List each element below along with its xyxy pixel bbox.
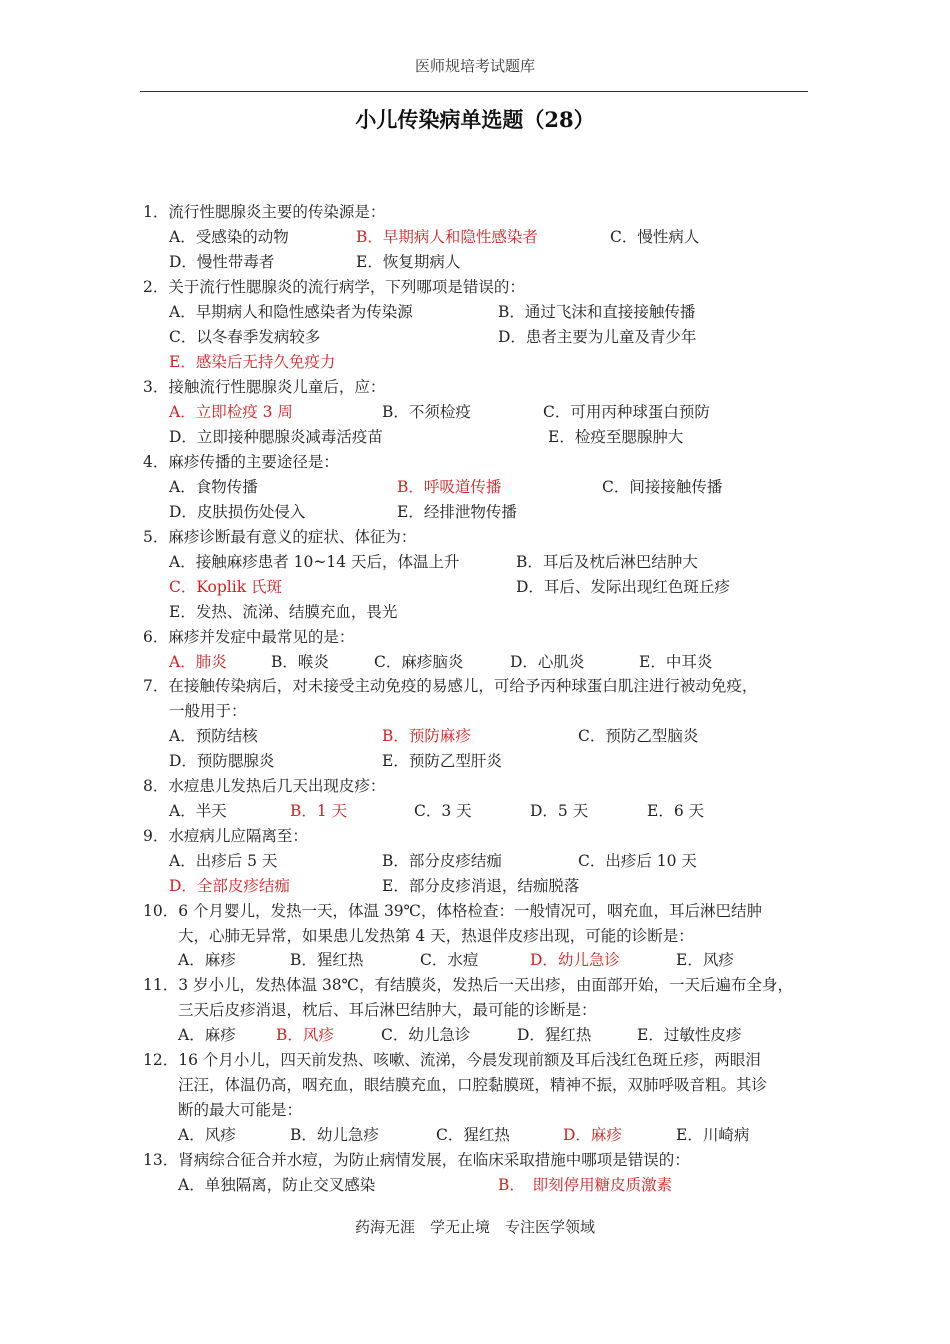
question-12-option-b: B．幼儿急疹	[290, 1126, 379, 1144]
question-2-option-b: B．通过飞沫和直接接触传播	[498, 303, 696, 321]
question-8-option-c: C．3 天	[414, 802, 472, 820]
question-6-option-a: A．肺炎	[169, 653, 227, 671]
question-10-option-e: E．风疹	[676, 951, 734, 969]
question-3-option-d: D．立即接种腮腺炎减毒活疫苗	[169, 428, 383, 446]
question-5-option-d: D．耳后、发际出现红色斑丘疹	[516, 578, 730, 596]
question-10-option-c: C．水痘	[420, 951, 479, 969]
question-12-option-e: E．川崎病	[676, 1126, 750, 1144]
question-6-option-b: B．喉炎	[271, 653, 329, 671]
question-11-option-c: C．幼儿急诊	[381, 1026, 471, 1044]
question-10-stem: 10．6 个月婴儿，发热一天，体温 39℃，体格检查：一般情况可，咽充血，耳后淋巴结肿	[143, 902, 763, 920]
question-11-option-b: B．风疹	[276, 1026, 334, 1044]
question-7-option-d: D．预防腮腺炎	[169, 752, 275, 770]
question-3-option-c: C．可用丙种球蛋白预防	[543, 403, 710, 421]
question-12-stem: 12．16 个月小儿，四天前发热、咳嗽、流涕，今晨发现前额及耳后浅红色斑丘疹，两眼泪	[143, 1051, 761, 1069]
question-7-option-e: E．预防乙型肝炎	[382, 752, 502, 770]
question-4-option-c: C．间接接触传播	[602, 478, 723, 496]
question-11-stem-cont: 三天后皮疹消退，枕后、耳后淋巴结肿大，最可能的诊断是：	[178, 1001, 597, 1019]
question-12-stem-cont-1: 汪汪，体温仍高，咽充血，眼结膜充血，口腔黏膜斑，精神不振，双肺呼吸音粗。其诊	[178, 1076, 768, 1094]
question-12-option-d: D．麻疹	[563, 1126, 622, 1144]
question-10-option-d: D．幼儿急诊	[530, 951, 620, 969]
question-12-stem-cont-2: 断的最大可能是：	[178, 1101, 303, 1119]
question-8-option-b: B．1 天	[290, 802, 348, 820]
question-13-stem: 13．肾病综合征合并水痘，为防止病情发展，在临床采取措施中哪项是错误的：	[143, 1151, 690, 1169]
question-3-option-e: E．检疫至腮腺肿大	[548, 428, 684, 446]
question-9-option-d: D．全部皮疹结痂	[169, 877, 290, 895]
question-2-stem: 2．关于流行性腮腺炎的流行病学，下列哪项是错误的：	[143, 278, 525, 296]
question-7-option-b: B．预防麻疹	[382, 727, 471, 745]
question-4-option-d: D．皮肤损伤处侵入	[169, 503, 306, 521]
question-1-stem: 1．流行性腮腺炎主要的传染源是：	[143, 203, 386, 221]
question-7-option-a: A．预防结核	[169, 727, 258, 745]
question-2-option-a: A．早期病人和隐性感染者为传染源	[169, 303, 413, 321]
page-header: 医师规培考试题库	[414, 57, 535, 75]
question-4-option-a: A．食物传播	[169, 478, 258, 496]
question-11-option-e: E．过敏性皮疹	[637, 1026, 742, 1044]
page-footer: 药海无涯 学无止境 专注医学领域	[354, 1218, 595, 1236]
question-8-option-d: D．5 天	[530, 802, 589, 820]
question-5-option-e: E．发热、流涕、结膜充血，畏光	[169, 603, 398, 621]
question-1-option-a: A．受感染的动物	[169, 228, 289, 246]
question-2-option-c: C．以冬春季发病较多	[169, 328, 321, 346]
question-11-option-d: D．猩红热	[517, 1026, 592, 1044]
question-8-option-a: A．半天	[169, 802, 227, 820]
question-5-option-b: B．耳后及枕后淋巴结肿大	[516, 553, 698, 571]
question-9-option-b: B．部分皮疹结痂	[382, 852, 502, 870]
page-title: 小儿传染病单选题（28）	[355, 107, 595, 132]
question-8-stem: 8．水痘患儿发热后几天出现皮疹：	[143, 777, 386, 795]
question-4-stem: 4．麻疹传播的主要途径是：	[143, 453, 339, 471]
question-10-option-b: B．猩红热	[290, 951, 364, 969]
question-2-option-e: E．感染后无持久免疫力	[169, 353, 336, 371]
question-4-option-e: E．经排泄物传播	[397, 503, 517, 521]
question-13-option-b: B． 即刻停用糖皮质激素	[498, 1176, 673, 1194]
question-6-option-e: E．中耳炎	[639, 653, 713, 671]
question-13-option-a: A．单独隔离，防止交叉感染	[178, 1176, 376, 1194]
question-10-stem-cont: 大，心肺无异常，如果患儿发热第 4 天，热退伴皮疹出现，可能的诊断是：	[178, 927, 694, 945]
question-1-option-d: D．慢性带毒者	[169, 253, 275, 271]
question-4-option-b: B．呼吸道传播	[397, 478, 502, 496]
question-6-stem: 6．麻疹并发症中最常见的是：	[143, 628, 355, 646]
question-12-option-a: A．风疹	[178, 1126, 236, 1144]
question-5-option-a: A．接触麻疹患者 10~14 天后，体温上升	[169, 553, 460, 571]
question-9-stem: 9．水痘病儿应隔离至：	[143, 827, 308, 845]
question-1-option-e: E．恢复期病人	[356, 253, 461, 271]
question-2-option-d: D．患者主要为儿童及青少年	[498, 328, 697, 346]
question-5-option-c: C．Koplik 氏斑	[169, 578, 283, 596]
question-7-stem: 7．在接触传染病后，对未接受主动免疫的易感儿，可给予丙种球蛋白肌注进行被动免疫，	[143, 677, 758, 695]
question-11-option-a: A．麻疹	[178, 1026, 236, 1044]
question-3-option-b: B．不须检疫	[382, 403, 471, 421]
question-1-option-c: C．慢性病人	[610, 228, 700, 246]
question-11-stem: 11．3 岁小儿，发热体温 38℃，有结膜炎，发热后一天出疹，由面部开始，一天后遍布全身，	[143, 976, 794, 994]
question-6-option-d: D．心肌炎	[510, 653, 585, 671]
question-9-option-c: C．出疹后 10 天	[578, 852, 697, 870]
question-9-option-e: E．部分皮疹消退，结痂脱落	[382, 877, 580, 895]
question-6-option-c: C．麻疹脑炎	[374, 653, 464, 671]
question-9-option-a: A．出疹后 5 天	[169, 852, 278, 870]
question-3-option-a: A．立即检疫 3 周	[169, 403, 293, 421]
question-8-option-e: E．6 天	[647, 802, 705, 820]
question-3-stem: 3．接触流行性腮腺炎儿童后，应：	[143, 378, 386, 396]
question-7-option-c: C．预防乙型脑炎	[578, 727, 699, 745]
question-10-option-a: A．麻疹	[178, 951, 236, 969]
question-5-stem: 5．麻疹诊断最有意义的症状、体征为：	[143, 528, 417, 546]
question-12-option-c: C．猩红热	[436, 1126, 510, 1144]
question-7-stem-cont: 一般用于：	[169, 702, 247, 720]
question-1-option-b: B．早期病人和隐性感染者	[356, 228, 538, 246]
